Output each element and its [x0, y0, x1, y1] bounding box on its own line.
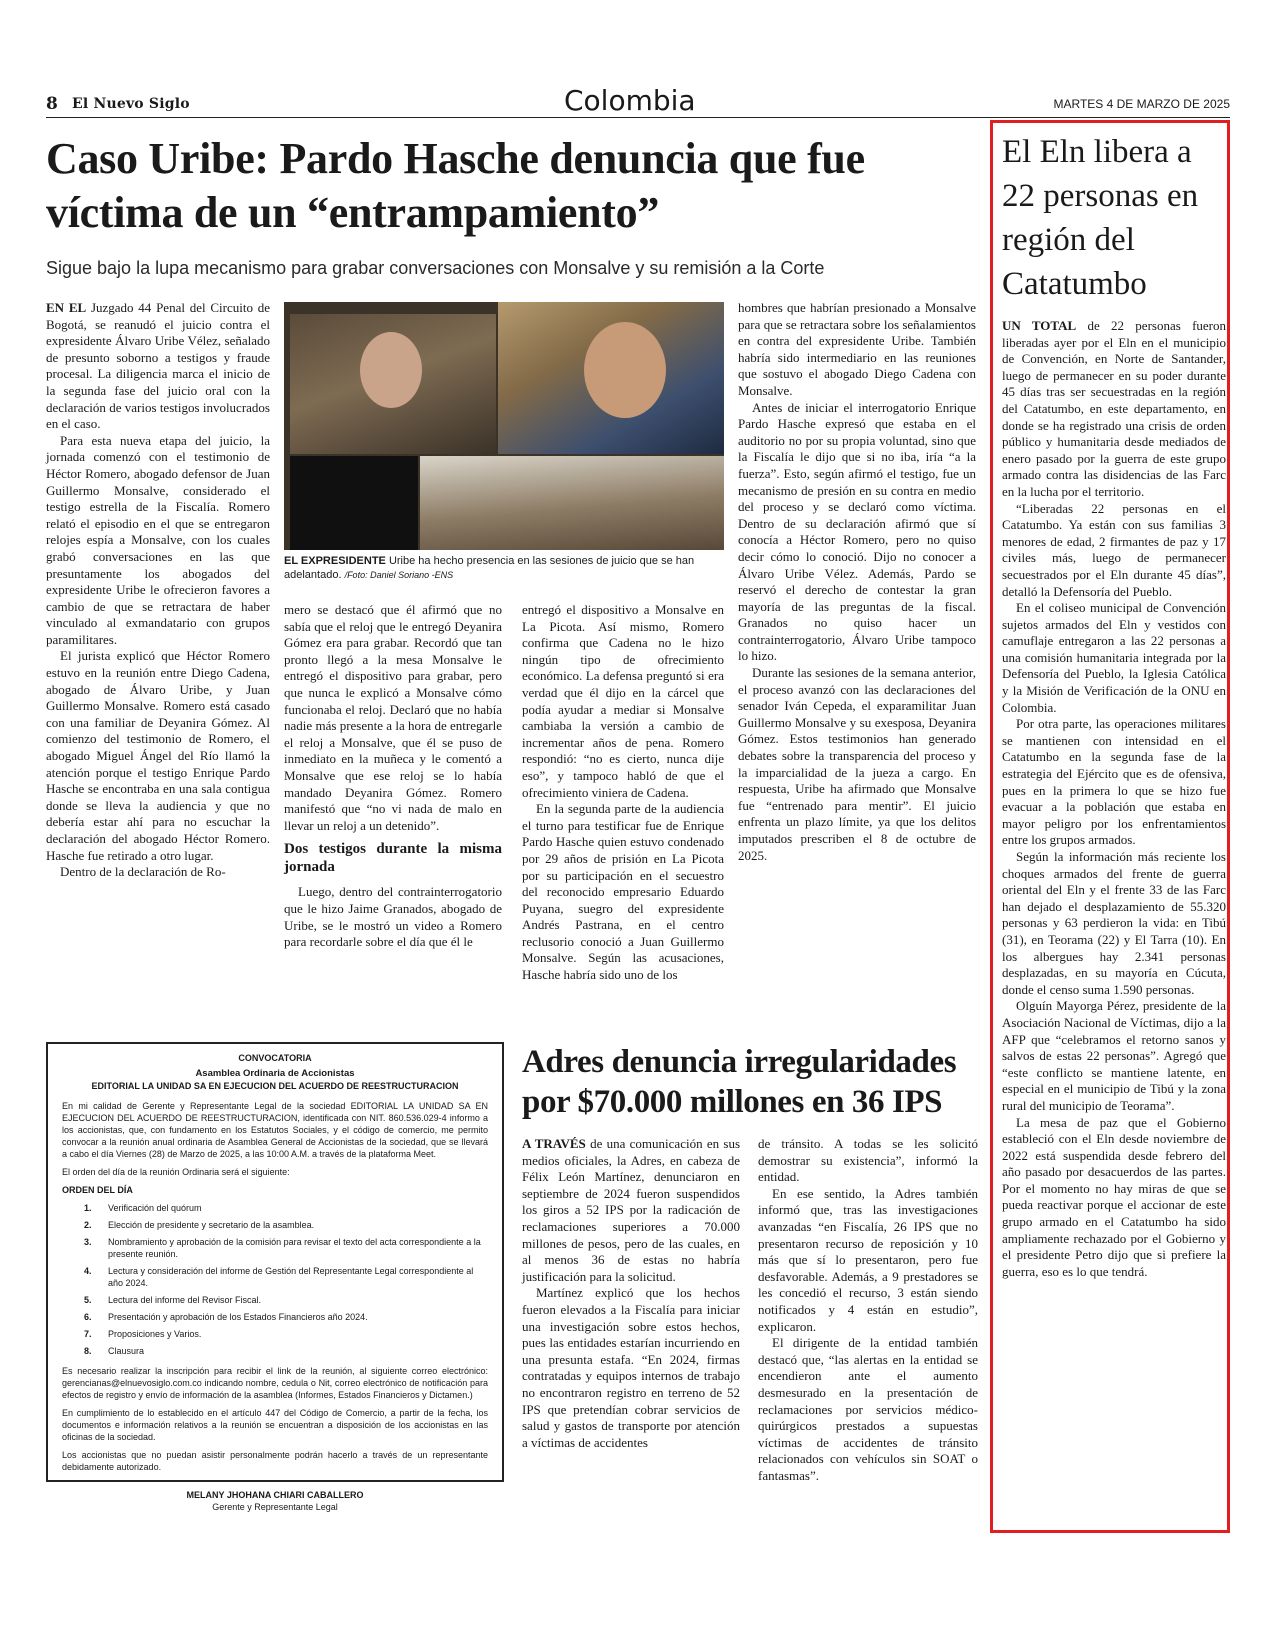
adres-headline: Adres denuncia irregularidades por $70.000 millones en 36 IPS	[522, 1044, 957, 1120]
paragraph: La mesa de paz que el Gobierno estableció con el Eln desde noviembre de 2022 está suspendida desde febrero del año pasado por desacuerdos de las partes. Por el momento no hay miras de que se pueda reactivar porque el accionar de este grupo armado en el Catatumbo ha sido ampliamente rechazado por el Gobierno y el presidente Petro dijo que si prefiere la guerra, eso es lo que tendrá.	[1002, 1114, 1226, 1279]
paragraph: UN TOTAL de 22 personas fueron liberadas ayer por el Eln en el municipio de Convención, en Norte de Santander, luego de permanecer en su poder durante 45 días tras ser secuestradas en la región del Catatumbo, en este departamento, en donde se ha registrado una crisis de orden público y humanitaria desde mediados de enero pasado por la guerra de este grupo armado contra las disidencias de las Farc en la lucha por el territorio.	[1002, 318, 1227, 499]
caption-text: Uribe ha hecho presencia en las sesiones de juicio que se han adelantado.	[284, 555, 695, 581]
paragraph: Dentro de la declaración de Ro-	[60, 864, 226, 880]
agenda-intro: El orden del día de la reunión Ordinaria será el siguiente:	[62, 1167, 290, 1177]
notice-title: CONVOCATORIA	[238, 1053, 312, 1063]
paragraph: A TRAVÉS de una comunicación en sus medios oficiales, la Adres, en cabeza de Félix León Martínez, denunciaron en septiembre de 2024 fueron suspendidos los giros a 52 IPS por la radicación de reclamaciones superiores a 70.000 millones de pesos, pero de las cuales, en al menos 36 de estas no habría justificación para la solicitud.	[522, 1136, 741, 1284]
notice-note: Es necesario realizar la inscripción para recibir el link de la reunión, al siguiente correo electrónico: gerencianas@elnuevosiglo.com.co indicando nombre, cedula o Nit, correo electrónico de notificación para efectos de registro y envío de información de la asamblea (Informes, Estados Financieros y Dictamen.)	[62, 1366, 488, 1400]
page-header	[46, 84, 1230, 118]
agenda-item: 6. Presentación y aprobación de los Estados Financieros año 2024.	[84, 1312, 368, 1322]
trial-photo	[284, 302, 724, 550]
paragraph: hombres que habrían presionado a Monsalve para que se retractara sobre los señalamientos en contra del expresidente Uribe. También habría sido intermediario en las reuniones que sostuvo el abogado Diego Cadena con Monsalve.	[738, 300, 976, 398]
paragraph: Para esta nueva etapa del juicio, la jornada comenzó con el testimonio de Héctor Romero, abogado defensor de Juan Guillermo Monsalve, considerado el testigo estrella de la Fiscalía. Romero relató el episodio en el que se entregaron relojes espía a Monsalve, con los cuales grabó conversaciones en las que presuntamente los abogados del expresidente Uribe le ofrecieron favores a cambio de que se retractara de haber vinculado al exmandatario con grupos paramilitares.	[46, 432, 270, 647]
main-headline: Caso Uribe: Pardo Hasche denuncia que fue víctima de un “entrampamiento”	[46, 134, 865, 237]
signatory-name: MELANY JHOHANA CHIARI CABALLERO	[186, 1490, 364, 1500]
lead-caps: UN TOTAL	[1002, 318, 1077, 333]
paragraph: En el coliseo municipal de Convención sujetos armados del Eln y vestidos con camuflaje entregaron a las 22 personas a una comisión humanitaria integrada por la Defensoría del Pueblo, la Iglesia Católica y la Misión de Verificación de la ONU en Colombia.	[1002, 600, 1226, 715]
photo-caption	[284, 554, 724, 582]
agenda-item: 3. Nombramiento y aprobación de la comisión para revisar el texto del acta correspondiente a la presente reunión.	[84, 1237, 481, 1259]
main-column-3	[522, 602, 724, 984]
caption-caps: EL EXPRESIDENTE	[284, 555, 386, 567]
agenda-item: 7. Proposiciones y Varios.	[84, 1329, 202, 1339]
subheading: Dos testigos durante la misma jornada	[284, 841, 502, 876]
agenda-list	[84, 1202, 488, 1357]
paragraph: En ese sentido, la Adres también informó que, tras las investigaciones avanzadas “en Fiscalía, 26 IPS que no presentaron recurso de reposición y 10 más que sí lo presentaron, pero fue desfavorable. Además, a 9 prestadores se les concedió el recurso, 3 están siendo notificados y 4 están en estudio”, explicaron.	[758, 1185, 978, 1334]
adres-column-2	[758, 1136, 978, 1484]
notice-note: En cumplimiento de lo establecido en el artículo 447 del Código de Comercio, a partir de la fecha, los documentos e información relativos a la reunión se encuentran a disposición de los accionistas en las oficinas de la sociedad.	[62, 1408, 488, 1442]
sidebar-headline: El Eln libera a 22 personas en región del Catatumbo	[1002, 134, 1199, 302]
paragraph: Luego, dentro del contrainterrogatorio que le hizo Jaime Granados, abogado de Uribe, se le mostró un video a Romero para recordarle sobre el día que él le	[284, 884, 502, 950]
paragraph: entregó el dispositivo a Monsalve en La Picota. Así mismo, Romero confirma que Cadena no le hizo ningún tipo de ofrecimiento económico. La defensa preguntó si era verdad que él dijo en la cárcel que podía ayudar a mediar si Monsalve cambiaba la versión a cambio de incrementar años de pena. Romero respondió: “no es cierto, nunca dije eso”, y tampoco habló de que el ofrecimiento viniera de Cadena.	[522, 602, 724, 800]
dateline: MARTES 4 DE MARZO DE 2025	[1053, 97, 1230, 111]
paragraph: En la segunda parte de la audiencia el turno para testificar fue de Enrique Pardo Hasche quien estuvo condenado por 29 años de prisión en La Picota por su participación en el secuestro del reconocido empresario Eduardo Puyana, suegro del expresidente Andrés Pastrana, en el centro reclusorio conoció a Juan Guillermo Monsalve. Según las acusaciones, Hasche habría sido uno de los	[522, 801, 724, 983]
paragraph: Antes de iniciar el interrogatorio Enrique Pardo Hasche expresó que estaba en el auditorio no por su propia voluntad, sino que la Fiscalía le dijo que si no iba, iría “a la fuerza”. Esto, según afirmó el testigo, fue un mecanismo de presión en su contra en medio del proceso y se declaró como víctima. Dentro de su declaración afirmó que sí conocía a Héctor Romero, pero no quiso decir cómo lo conoció. Dijo no conocer a Álvaro Uribe Vélez. Además, Pardo se reservó el derecho de contestar la gran mayoría de las preguntas de la fiscal. Granados no quiso hacer un contrainterrogatorio, Álvaro Uribe tampoco lo hizo.	[738, 399, 976, 664]
photo-credit: /Foto: Daniel Soriano -ENS	[344, 570, 454, 580]
paragraph: de tránsito. A todas se les solicitó demostrar su existencia”, informó la entidad.	[758, 1136, 978, 1185]
paragraph: EN EL Juzgado 44 Penal del Circuito de Bogotá, se reanudó el juicio contra el expresidente Álvaro Uribe Vélez, señalado de presunto soborno a testigos y fraude procesal. La diligencia marca el inicio de la segunda fase del juicio oral con la declaración de varios testigos involucrados en el caso.	[46, 300, 270, 432]
paragraph: Durante las sesiones de la semana anterior, el proceso avanzó con las declaraciones del senador Iván Cepeda, el exparamilitar Juan Guillermo Monsalve y su exesposa, Deyanira Gómez. Estos testimonios han generado debates sobre la transparencia del proceso y la imparcialidad de la jueza a cargo. En respuesta, Uribe ha afirmado que Monsalve fue “entrenado para mentir”. El juicio enfrenta un plazo límite, ya que los delitos imputados prescriben el 8 de octubre de 2025.	[738, 665, 976, 863]
main-column-4	[738, 300, 976, 864]
page-number: 8	[46, 94, 58, 114]
notice-company: EDITORIAL LA UNIDAD SA EN EJECUCION DEL ACUERDO DE REESTRUCTURACION	[91, 1081, 459, 1091]
agenda-item: 1. Verificación del quórum	[84, 1203, 202, 1213]
paragraph: mero se destacó que él afirmó que no sabía que el reloj que le entregó Deyanira Gómez era para grabar. Recordó que tan pronto llegó a la mesa Monsalve le entregó el dispositivo para grabar, pero que nunca le explicó a Monsalve cómo funcionaba el reloj. Declaró que no había nadie más presente a la hora de entregarle el reloj a Monsalve, que él se puso de inmediato en la muñeca y le comentó a Monsalve que ese reloj se lo había mandado Deyanira Gómez. Romero manifestó que “no vi nada de malo en llevar un reloj a un detenido”.	[284, 602, 502, 833]
paragraph: El dirigente de la entidad también destacó que, “las alertas en la entidad se encendieron ante el aumento desmesurado en la presentación de reclamaciones por servicios médico-quirúrgicos prestados a supuestas víctimas de accidentes de tránsito relacionados con vehículos sin SOAT o fantasmas”.	[758, 1335, 978, 1483]
main-deck: Sigue bajo la lupa mecanismo para grabar conversaciones con Monsalve y su remisión a la Corte	[46, 258, 825, 278]
paragraph: “Liberadas 22 personas en el Catatumbo. Ya están con sus familias 3 menores de edad, 2 firmantes de paz y 17 civiles más, luego de permanecer secuestrados por el Eln durante 45 días”, detalló la Defensoría del Pueblo.	[1002, 500, 1226, 599]
paragraph: Olguín Mayorga Pérez, presidente de la Asociación Nacional de Víctimas, dijo a la AFP que “celebramos el retorno sanos y salvos de estas 22 personas”. Agregó que “este conflicto se mantiene latente, en especial en el municipio de Tibú y la zona rural del municipio de Teorama”.	[1002, 998, 1226, 1113]
notice-subtitle: Asamblea Ordinaria de Accionistas	[195, 1068, 355, 1079]
notice-note: Los accionistas que no puedan asistir personalmente podrán hacerlo a través de un representante debidamente autorizado.	[62, 1450, 488, 1472]
masthead: El Nuevo Siglo	[72, 96, 190, 112]
paragraph: Por otra parte, las operaciones militares se mantienen con intensidad en el Catatumbo en la segunda fase de la estrategia del Ejército que es de ofensiva, pues en la primera lo que se hizo fue evacuar a la población que estaba en mayor peligro por los enfrentamientos entre los grupos armados.	[1002, 716, 1226, 848]
agenda-item: 2. Elección de presidente y secretario de la asamblea.	[84, 1220, 315, 1230]
paragraph: Según la información más reciente los choques armados del frente de guerra oriental del Eln y el frente 33 de las Farc han dejado el desplazamiento de 55.320 personas y 63 perdieron la vida: en Tibú (31), en Teorama (22) y El Tarra (10). En los albergues hay 2.341 personas desplazadas, en su mayoría en Cúcuta, donde el censo suma 1.590 personas.	[1002, 849, 1226, 997]
agenda-title: ORDEN DEL DÍA	[62, 1185, 133, 1195]
agenda-item: 8. Clausura	[84, 1346, 145, 1356]
paragraph: Martínez explicó que los hechos fueron elevados a la Fiscalía para iniciar una investigación sobre estos hechos, pues las entidades estarían incurriendo en una presunta estafa. “En 2024, firmas contratadas y equipos internos de trabajo no encontraron registro en terreno de 52 IPS que pretendían cobrar servicios de salud y gastos de transporte por atención a víctimas de accidentes	[522, 1285, 740, 1450]
adres-column-1	[522, 1136, 740, 1451]
agenda-item: 5. Lectura del informe del Revisor Fiscal.	[84, 1295, 262, 1305]
lead-caps: A TRAVÉS	[522, 1136, 586, 1151]
shareholder-notice	[46, 1042, 504, 1512]
notice-intro: En mi calidad de Gerente y Representante Legal de la sociedad EDITORIAL LA UNIDAD SA EN EJECUCION DEL ACUERDO DE REESTRUCTURACION, identificada con NIT. 860.536.029-4 informo a los accionistas, que, con fundamento en los Estatutos Sociales, y el código de comercio, me permito convocar a la reunión anual ordinaria de Asamblea General de Accionistas de la sociedad, que se llevará a cabo el día Viernes (28) de Marzo de 2025, a las 10:00 A.M. a través de la plataforma Meet.	[62, 1101, 488, 1159]
paragraph: El jurista explicó que Héctor Romero estuvo en la reunión entre Diego Cadena, abogado de Álvaro Uribe, y Juan Guillermo Monsalve. Romero está casado con una familiar de Deyanira Gómez. Al comienzo del testimonio de Romero, el abogado Miguel Ángel del Río llamó la atención porque el testigo Enrique Pardo Hasche se encontraba en una sala contigua donde se lleva la audiencia y que no debería estar ahí para no escuchar la declaración del abogado Héctor Romero. Hasche fue retirado a otro lugar.	[46, 648, 270, 863]
sidebar-column	[1002, 318, 1226, 1280]
lead-caps: EN EL	[46, 300, 87, 315]
main-column-2	[284, 602, 502, 951]
section-title: Colombia	[564, 84, 696, 117]
agenda-item: 4. Lectura y consideración del informe de Gestión del Representante Legal correspondiente al año 2024.	[84, 1266, 474, 1288]
main-column-1	[46, 300, 270, 881]
signatory-role: Gerente y Representante Legal	[212, 1502, 338, 1512]
